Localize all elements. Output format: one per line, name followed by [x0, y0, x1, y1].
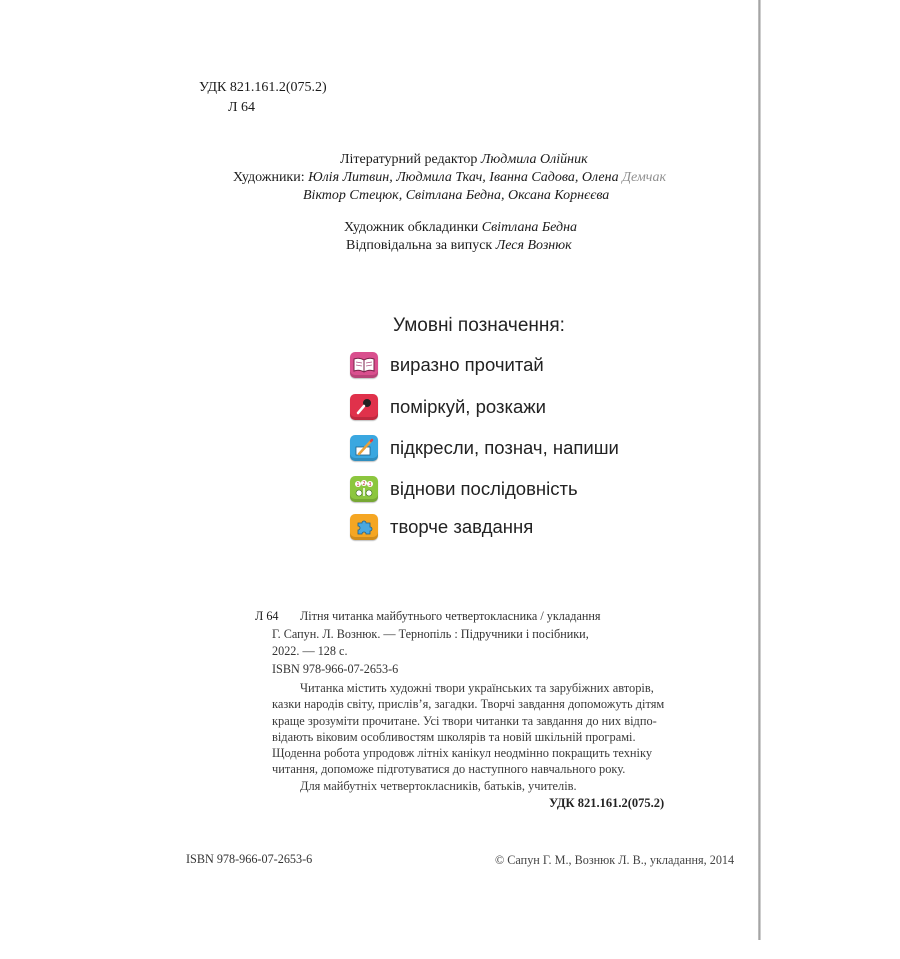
legend-item-read: [350, 350, 544, 380]
illustrators-names-faded: Демчак: [622, 170, 667, 185]
catalog-annotation: [272, 680, 667, 794]
literary-editor-label: Літературний редактор: [340, 152, 478, 167]
legend-label-discuss: поміркуй, розкажи: [390, 396, 546, 417]
catalog-mark: Л 64: [255, 609, 279, 623]
puzzle-icon: [350, 514, 378, 540]
legend-item-creative: [350, 512, 533, 542]
legend-item-sequence: [350, 474, 578, 504]
cover-artist-line: [344, 220, 577, 236]
catalog-udc: УДК 821.161.2(075.2): [549, 796, 665, 810]
catalog-isbn: ISBN 978-966-07-2653-6: [272, 662, 399, 676]
annotation-line: Читанка містить художні твори українських та зарубіжних авторів,: [300, 681, 654, 695]
open-book-icon: [350, 352, 378, 378]
literary-editor-line: [340, 152, 588, 168]
udc-code: УДК 821.161.2(075.2): [199, 80, 327, 95]
annotation-audience: Для майбутніх четвертокласників, батьків, учителів.: [300, 778, 577, 793]
sequence-icon: [350, 476, 378, 502]
responsible-line: [346, 238, 572, 254]
author-mark: Л 64: [228, 100, 255, 115]
illustrators-names-2: Віктор Стецюк, Світлана Бедна, Оксана Корнєєва: [303, 188, 610, 203]
microphone-icon: [350, 394, 378, 420]
svg-text:2: 2: [362, 481, 366, 487]
catalog-title-line2: Г. Сапун. Л. Вознюк. — Тернопіль : Підручники і посібники,: [272, 627, 589, 641]
footer-isbn: ISBN 978-966-07-2653-6: [186, 852, 313, 866]
legend-item-write: [350, 433, 619, 463]
annotation-line: читання, допоможе підготуватися до наступного навчального року.: [272, 762, 626, 777]
cover-artist-label: Художник обкладинки: [344, 220, 479, 235]
catalog-title-line3: 2022. — 128 с.: [272, 644, 348, 658]
copyright: © Сапун Г. М., Вознюк Л. В., укладання, 2014: [495, 853, 735, 867]
svg-text:1: 1: [356, 482, 360, 488]
illustrators-names-1: Юлія Литвин, Людмила Ткач, Іванна Садова, Олена: [308, 170, 619, 185]
annotation-line: казки народів світу, прислів’я, загадки. Творчі завдання допоможуть дітям: [272, 697, 665, 712]
responsible-name: Леся Вознюк: [495, 238, 572, 253]
legend-label-write: підкресли, познач, напиши: [390, 437, 619, 458]
illustrators-label: Художники:: [233, 170, 305, 185]
annotation-line: краще зрозуміти прочитане. Усі твори читанки та завдання до них відпо-: [272, 713, 657, 728]
legend-label-read: виразно прочитай: [390, 354, 544, 375]
responsible-label: Відповідальна за випуск: [346, 238, 493, 253]
pencil-icon: [350, 435, 378, 461]
legend-label-sequence: віднови послідовність: [390, 478, 578, 499]
svg-text:3: 3: [368, 482, 372, 488]
illustrators-line: [233, 170, 666, 186]
legend-label-creative: творче завдання: [390, 516, 534, 537]
legend-item-discuss: [350, 392, 546, 422]
legend-title: Умовні позначення:: [393, 315, 565, 336]
literary-editor-name: Людмила Олійник: [480, 152, 588, 167]
cover-artist-name: Світлана Бедна: [481, 220, 578, 235]
page-edge: [758, 0, 761, 940]
catalog-title-line1: Літня читанка майбутнього четвертокласника / укладання: [300, 609, 601, 623]
annotation-line: відають віковим особливостям школярів та новій шкільній програмі.: [272, 729, 636, 744]
annotation-line: Щоденна робота упродовж літніх канікул неодмінно покращить техніку: [272, 746, 653, 761]
